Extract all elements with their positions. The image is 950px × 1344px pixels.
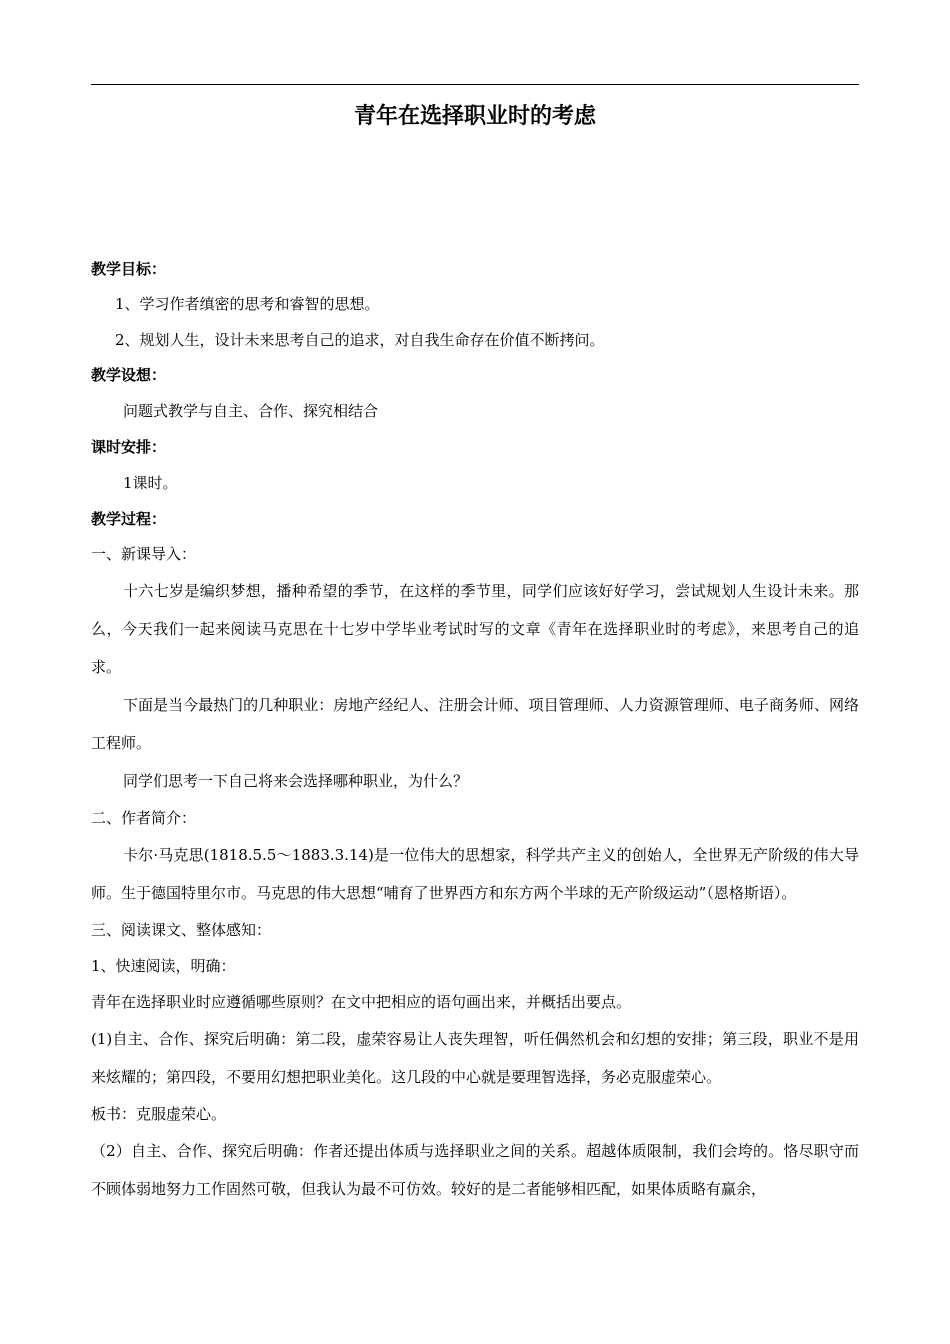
header-rule — [91, 84, 859, 85]
subsection-heading: 一、新课导入： — [91, 545, 197, 563]
objective-item: 2、规划人生，设计未来思考自己的追求，对自我生命存在价值不断拷问。 — [115, 331, 605, 349]
objective-item: 1、学习作者缜密的思考和睿智的思想。 — [115, 295, 380, 313]
document-title: 青年在选择职业时的考虑 — [353, 104, 596, 129]
design-text: 问题式教学与自主、合作、探究相结合 — [123, 402, 379, 420]
section-heading-schedule: 课时安排： — [91, 438, 167, 456]
plain-line: 青年在选择职业时应遵循哪些原则？在文中把相应的语句画出来，并概括出要点。 — [91, 993, 632, 1011]
schedule-text: 1课时。 — [123, 474, 178, 492]
section-heading-objectives: 教学目标： — [91, 260, 167, 278]
section-heading-design: 教学设想： — [91, 366, 167, 384]
paragraph: 下面是当今最热门的几种职业：房地产经纪人、注册会计师、项目管理师、人力资源管理师、电子商务师、网络工程师。 — [91, 696, 859, 752]
paragraph: 卡尔·马克思(1818.5.5～1883.3.14)是一位伟大的思想家，科学共产主义的创始人，全世界无产阶级的伟大导师。生于德国特里尔市。马克思的伟大思想“哺育了世界西方和东方两个半球的无产阶级运动”（恩格斯语）。 — [91, 846, 859, 902]
paragraph: 同学们思考一下自己将来会选择哪种职业，为什么？ — [123, 772, 469, 790]
document-body — [91, 252, 859, 1208]
paragraph: 十六七岁是编织梦想，播种希望的季节，在这样的季节里，同学们应该好好学习，尝试规划人生设计未来。那么，今天我们一起来阅读马克思在十七岁中学毕业考试时写的文章《青年在选择职业时的考虑》，来思考自己的追求。 — [91, 582, 859, 676]
plain-line: 1、快速阅读，明确： — [91, 957, 236, 975]
paragraph: （2）自主、合作、探究后明确：作者还提出体质与选择职业之间的关系。超越体质限制，我们会垮的。恪尽职守而不顾体弱地努力工作固然可敬，但我认为最不可仿效。较好的是二者能够相匹配，如果体质略有赢余， — [91, 1142, 859, 1198]
paragraph: (1)自主、合作、探究后明确：第二段，虚荣容易让人丧失理智，听任偶然机会和幻想的安排；第三段，职业不是用来炫耀的；第四段，不要用幻想把职业美化。这几段的中心就是要理智选择，务必克服虚荣心。 — [91, 1030, 859, 1086]
plain-line: 板书：克服虚荣心。 — [91, 1105, 227, 1123]
subsection-heading: 三、阅读课文、整体感知： — [91, 921, 272, 939]
section-heading-process: 教学过程： — [91, 510, 167, 528]
subsection-heading: 二、作者简介： — [91, 809, 197, 827]
